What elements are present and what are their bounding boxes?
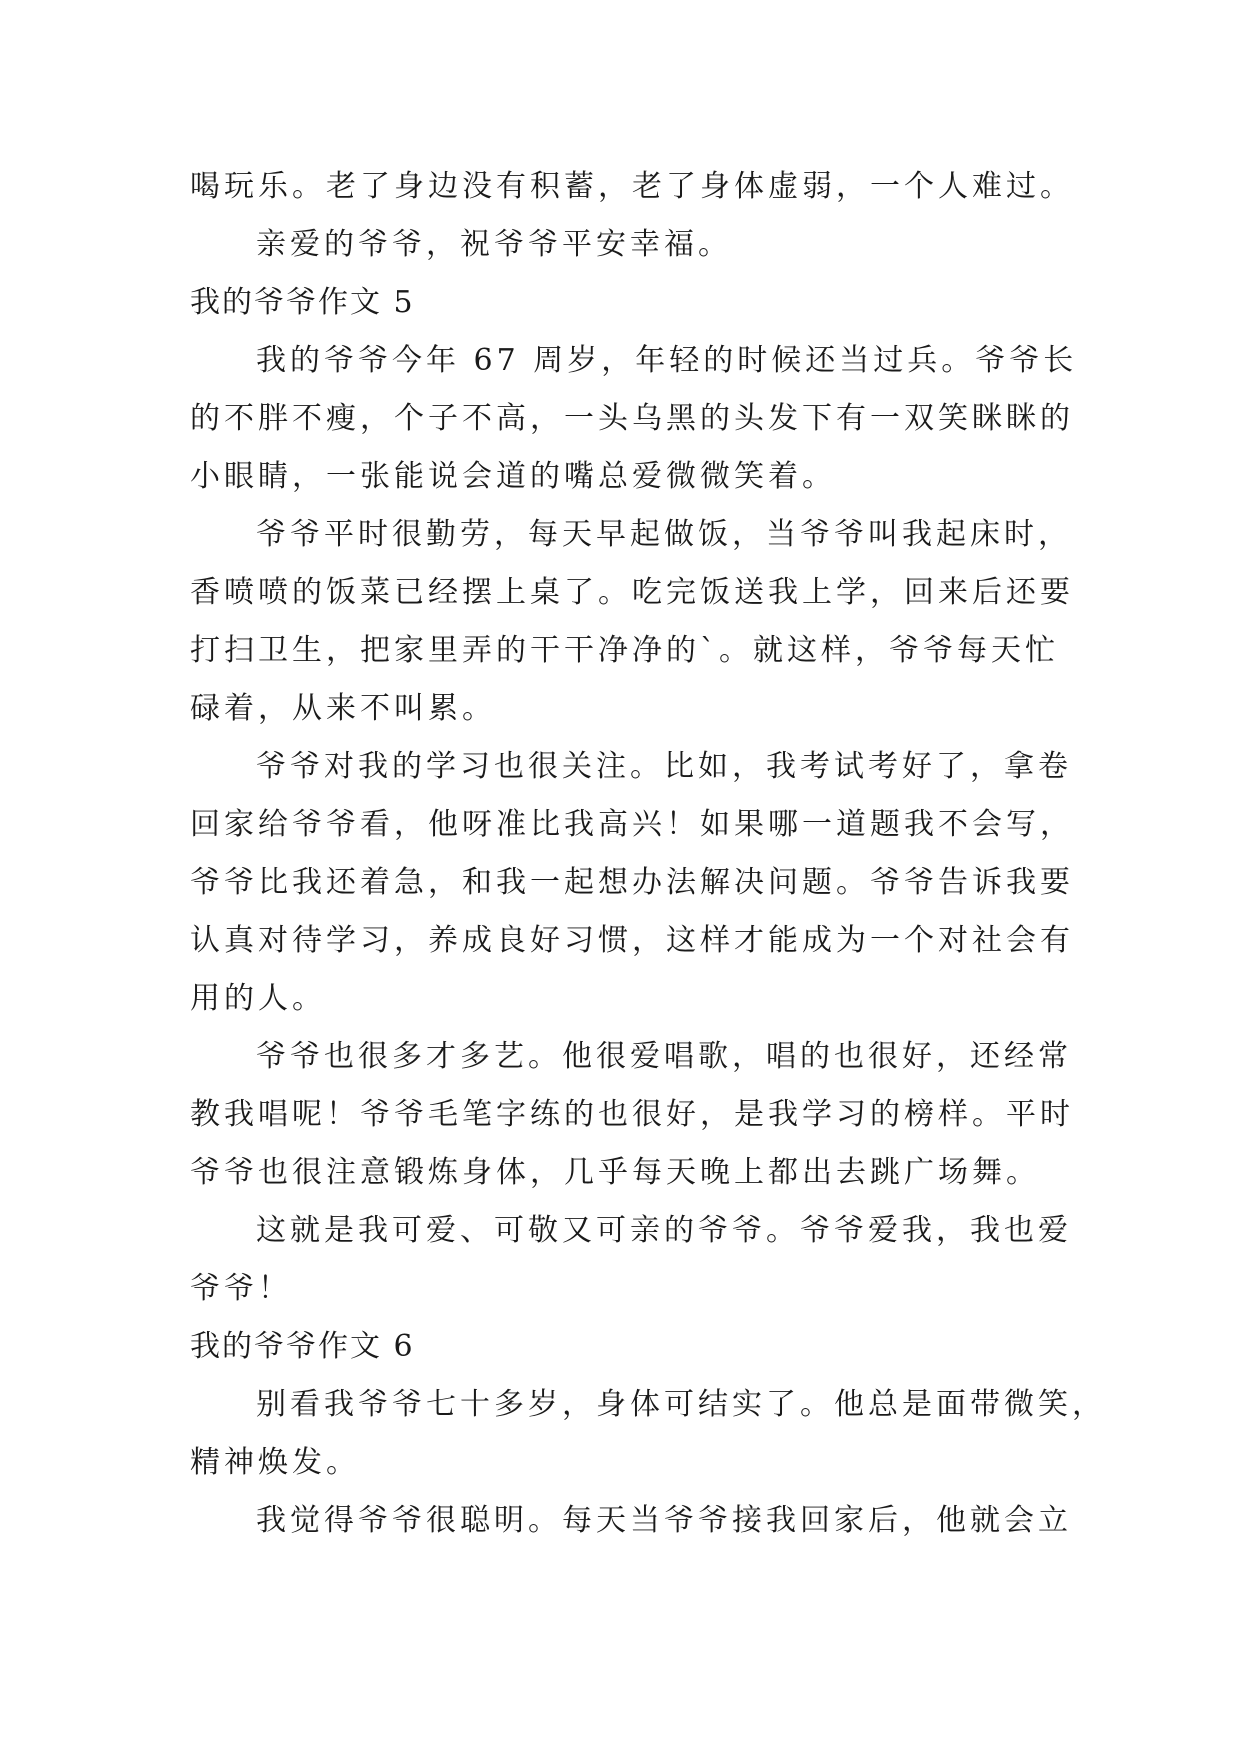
section-heading xyxy=(190,1318,1070,1376)
heading-line: 我的爷爷作文 6 xyxy=(190,1329,415,1364)
text-line: 爷爷！ xyxy=(190,1271,292,1306)
text-line: 的不胖不瘦，个子不高，一头乌黑的头发下有一双笑眯眯的 xyxy=(190,401,1074,436)
text-line: 爷爷比我还着急，和我一起想办法解决问题。爷爷告诉我要 xyxy=(190,865,1074,900)
paragraph xyxy=(190,158,1074,216)
text-line: 小眼睛，一张能说会道的嘴总爱微微笑着。 xyxy=(190,459,836,494)
text-line: 认真对待学习，养成良好习惯，这样才能成为一个对社会有 xyxy=(190,923,1074,958)
paragraph xyxy=(190,1028,1074,1202)
paragraph xyxy=(190,1376,1106,1492)
text-line: 亲爱的爷爷，祝爷爷平安幸福。 xyxy=(256,227,732,262)
paragraph xyxy=(190,738,1074,1028)
text-line: 回家给爷爷看，他呀准比我高兴！如果哪一道题我不会写， xyxy=(190,807,1074,842)
heading-line: 我的爷爷作文 5 xyxy=(190,285,415,320)
text-line: 教我唱呢！爷爷毛笔字练的也很好，是我学习的榜样。平时 xyxy=(190,1097,1074,1132)
text-line: 香喷喷的饭菜已经摆上桌了。吃完饭送我上学，回来后还要 xyxy=(190,575,1074,610)
text-line: 爷爷也很多才多艺。他很爱唱歌，唱的也很好，还经常 xyxy=(256,1039,1072,1074)
text-line: 精神焕发。 xyxy=(190,1445,360,1480)
text-line: 这就是我可爱、可敬又可亲的爷爷。爷爷爱我，我也爱 xyxy=(256,1213,1072,1248)
text-line: 爷爷对我的学习也很关注。比如，我考试考好了，拿卷 xyxy=(256,749,1072,784)
paragraph xyxy=(190,332,1078,506)
text-line: 喝玩乐。老了身边没有积蓄，老了身体虚弱，一个人难过。 xyxy=(190,169,1074,204)
document-body xyxy=(190,158,1106,1550)
text-line: 爷爷也很注意锻炼身体，几乎每天晚上都出去跳广场舞。 xyxy=(190,1155,1040,1190)
paragraph xyxy=(190,1492,1070,1550)
text-line: 碌着，从来不叫累。 xyxy=(190,691,496,726)
paragraph xyxy=(190,506,1074,738)
paragraph xyxy=(190,1202,1070,1318)
paragraph xyxy=(190,216,1070,274)
text-line: 我觉得爷爷很聪明。每天当爷爷接我回家后，他就会立 xyxy=(256,1503,1072,1538)
text-line: 用的人。 xyxy=(190,981,326,1016)
text-line: 爷爷平时很勤劳，每天早起做饭，当爷爷叫我起床时， xyxy=(256,517,1072,552)
text-line: 打扫卫生，把家里弄的干干净净的`。就这样，爷爷每天忙 xyxy=(190,633,1059,668)
text-line: 我的爷爷今年 67 周岁，年轻的时候还当过兵。爷爷长 xyxy=(256,343,1078,378)
text-line: 别看我爷爷七十多岁，身体可结实了。他总是面带微笑， xyxy=(256,1387,1106,1422)
section-heading xyxy=(190,274,1070,332)
